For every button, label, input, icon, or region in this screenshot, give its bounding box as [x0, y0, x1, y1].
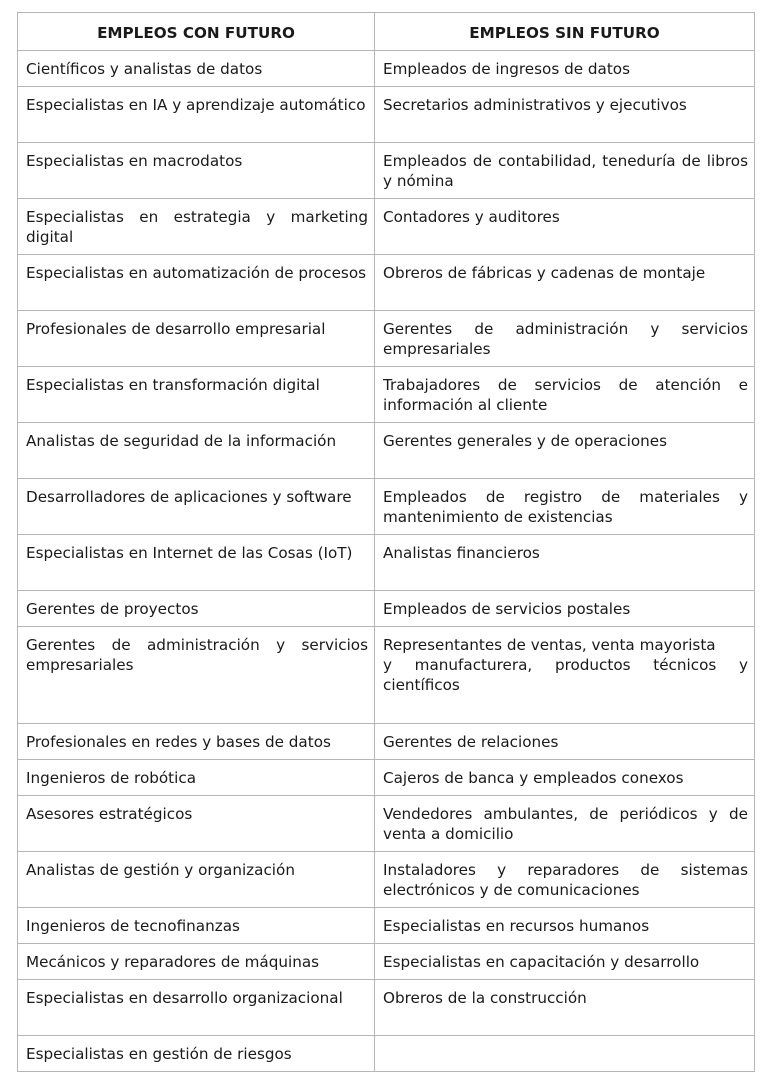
cell-job-with-future: Asesores estratégicos: [18, 796, 375, 852]
cell-job-with-future: Especialistas en Internet de las Cosas (IoT): [18, 535, 375, 591]
table-row: [18, 760, 755, 796]
cell-job-with-future: Especialistas en transformación digital: [18, 367, 375, 423]
table-row: [18, 367, 755, 423]
cell-job-without-future: Trabajadores de servicios de atención e información al cliente: [375, 367, 755, 423]
cell-job-without-future: [375, 1036, 755, 1072]
cell-job-with-future: Analistas de gestión y organización: [18, 852, 375, 908]
header-row: [18, 13, 755, 51]
cell-job-without-future: Especialistas en recursos humanos: [375, 908, 755, 944]
cell-job-with-future: Gerentes de administración y servicios empresariales: [18, 627, 375, 724]
cell-job-with-future: Analistas de seguridad de la información: [18, 423, 375, 479]
cell-job-with-future: Especialistas en IA y aprendizaje automático: [18, 87, 375, 143]
cell-job-without-future: Empleados de registro de materiales y mantenimiento de existencias: [375, 479, 755, 535]
table-row: [18, 724, 755, 760]
cell-job-with-future: Especialistas en desarrollo organizacional: [18, 980, 375, 1036]
cell-job-without-future: Representantes de ventas, venta mayorista y manufacturera, productos técnicos y científicos: [375, 627, 755, 724]
cell-job-without-future: Secretarios administrativos y ejecutivos: [375, 87, 755, 143]
table-row: [18, 796, 755, 852]
cell-job-without-future: Obreros de la construcción: [375, 980, 755, 1036]
table-row: [18, 1036, 755, 1072]
cell-job-with-future: Desarrolladores de aplicaciones y software: [18, 479, 375, 535]
cell-job-without-future: Analistas financieros: [375, 535, 755, 591]
cell-job-with-future: Gerentes de proyectos: [18, 591, 375, 627]
cell-job-with-future: Ingenieros de robótica: [18, 760, 375, 796]
cell-job-with-future: Especialistas en estrategia y marketing digital: [18, 199, 375, 255]
table-row: [18, 980, 755, 1036]
table-row: [18, 627, 755, 724]
table-row: [18, 479, 755, 535]
cell-job-with-future: Especialistas en macrodatos: [18, 143, 375, 199]
table-row: [18, 143, 755, 199]
header-jobs-with-future: EMPLEOS CON FUTURO: [18, 13, 375, 51]
cell-job-with-future: Mecánicos y reparadores de máquinas: [18, 944, 375, 980]
table-row: [18, 591, 755, 627]
cell-job-without-future: Especialistas en capacitación y desarrollo: [375, 944, 755, 980]
cell-job-with-future: Profesionales en redes y bases de datos: [18, 724, 375, 760]
header-jobs-without-future: EMPLEOS SIN FUTURO: [375, 13, 755, 51]
cell-job-without-future: Instaladores y reparadores de sistemas electrónicos y de comunicaciones: [375, 852, 755, 908]
table-row: [18, 908, 755, 944]
table-row: [18, 311, 755, 367]
cell-job-without-future: Gerentes de relaciones: [375, 724, 755, 760]
cell-job-without-future: Contadores y auditores: [375, 199, 755, 255]
cell-job-with-future: Científicos y analistas de datos: [18, 51, 375, 87]
table-row: [18, 944, 755, 980]
table-row: [18, 199, 755, 255]
table-row: [18, 87, 755, 143]
cell-job-without-future: Empleados de contabilidad, teneduría de libros y nómina: [375, 143, 755, 199]
cell-job-without-future: Gerentes de administración y servicios empresariales: [375, 311, 755, 367]
cell-job-with-future: Ingenieros de tecnofinanzas: [18, 908, 375, 944]
jobs-table-container: [17, 12, 754, 1072]
cell-job-without-future: Empleados de servicios postales: [375, 591, 755, 627]
table-row: [18, 255, 755, 311]
cell-job-with-future: Especialistas en gestión de riesgos: [18, 1036, 375, 1072]
cell-job-without-future: Obreros de fábricas y cadenas de montaje: [375, 255, 755, 311]
table-row: [18, 51, 755, 87]
cell-job-without-future: Cajeros de banca y empleados conexos: [375, 760, 755, 796]
table-row: [18, 423, 755, 479]
cell-job-without-future: Gerentes generales y de operaciones: [375, 423, 755, 479]
cell-job-with-future: Especialistas en automatización de procesos: [18, 255, 375, 311]
cell-job-with-future: Profesionales de desarrollo empresarial: [18, 311, 375, 367]
table-row: [18, 535, 755, 591]
jobs-comparison-table: [17, 12, 755, 1072]
cell-job-without-future: Vendedores ambulantes, de periódicos y de venta a domicilio: [375, 796, 755, 852]
table-body: [18, 51, 755, 1072]
table-row: [18, 852, 755, 908]
cell-job-without-future: Empleados de ingresos de datos: [375, 51, 755, 87]
